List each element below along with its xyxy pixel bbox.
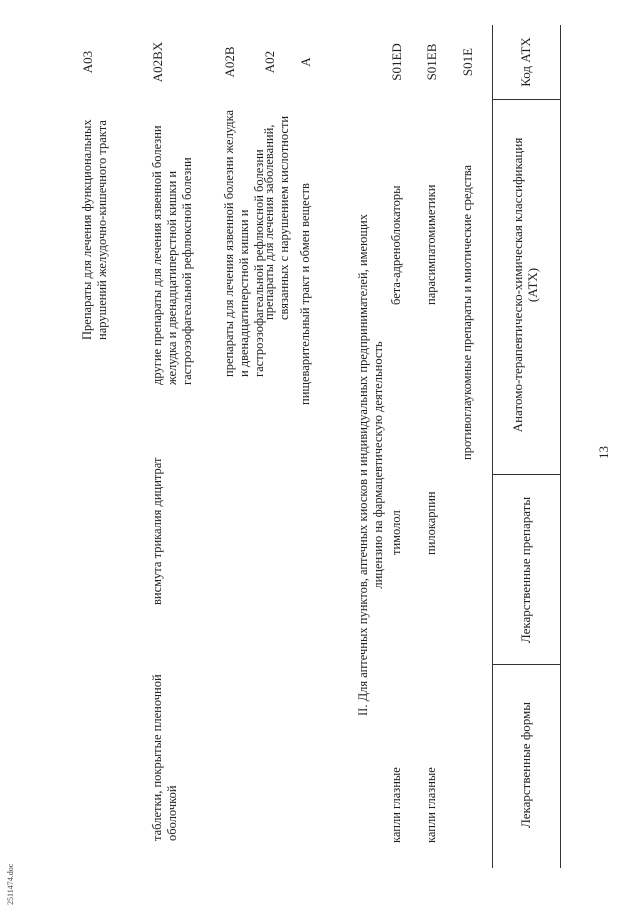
header-forms: Лекарственные формы: [518, 701, 533, 829]
page-number: 13: [596, 446, 611, 459]
table-row-form: капли глазные: [389, 767, 403, 843]
header-code: Код АТХ: [518, 37, 533, 87]
table-row-code: A02BX: [150, 41, 165, 83]
table-row-name: препараты для лечения заболеваний, связанных с нарушением кислотности: [262, 115, 291, 320]
section-title: II. Для аптечных пунктов, аптечных киосков и индивидуальных предпринимателей, имеющих лицензию на фармацевтическую деятельность: [356, 214, 385, 716]
table-row-code: S01ED: [389, 43, 404, 81]
header-atc: Анатомо-терапевтическо-химическая классификация (АТХ): [510, 137, 540, 433]
table-row-name: противоглаукомные препараты и миотические средства: [460, 164, 474, 460]
table-row-code: S01EB: [424, 43, 439, 81]
table-top-border: [560, 25, 561, 868]
table-row-drug: висмута трикалия дицитрат: [150, 457, 164, 605]
table-row-name: другие препараты для лечения язвенной болезни желудка и двенадцатиперстной кишки и гастроэзофагеальной рефлюксной болезни: [150, 125, 194, 385]
table-row-form: таблетки, покрытые пленочной оболочкой: [150, 674, 179, 841]
table-row-drug: пилокарпин: [424, 491, 438, 555]
table-row-name: Препараты для лечения функциональных нарушений желудочно-кишечного тракта: [80, 119, 109, 340]
table-row-name: бета-адреноблокаторы: [389, 185, 403, 305]
document-id: 2511474.doc: [6, 863, 15, 905]
table-row-code: A: [298, 57, 313, 67]
table-row-drug: тимолол: [389, 510, 403, 555]
header-drugs: Лекарственные препараты: [518, 496, 533, 644]
table-row-code: A02B: [222, 46, 237, 78]
table-row-code: A03: [80, 50, 95, 74]
table-row-code: S01E: [460, 47, 475, 77]
table-row-name: пищеварительный тракт и обмен веществ: [298, 183, 312, 405]
header-divider-1: [492, 99, 560, 100]
table-row-code: A02: [262, 50, 277, 74]
table-row-name: препараты для лечения язвенной болезни желудка и двенадцатиперстной кишки и гастроэзофагеальной рефлюксной болезни: [222, 109, 266, 377]
table-row-name: парасимпатомиметики: [424, 184, 438, 305]
table-header-divider: [492, 25, 493, 868]
table-row-form: капли глазные: [424, 767, 438, 843]
